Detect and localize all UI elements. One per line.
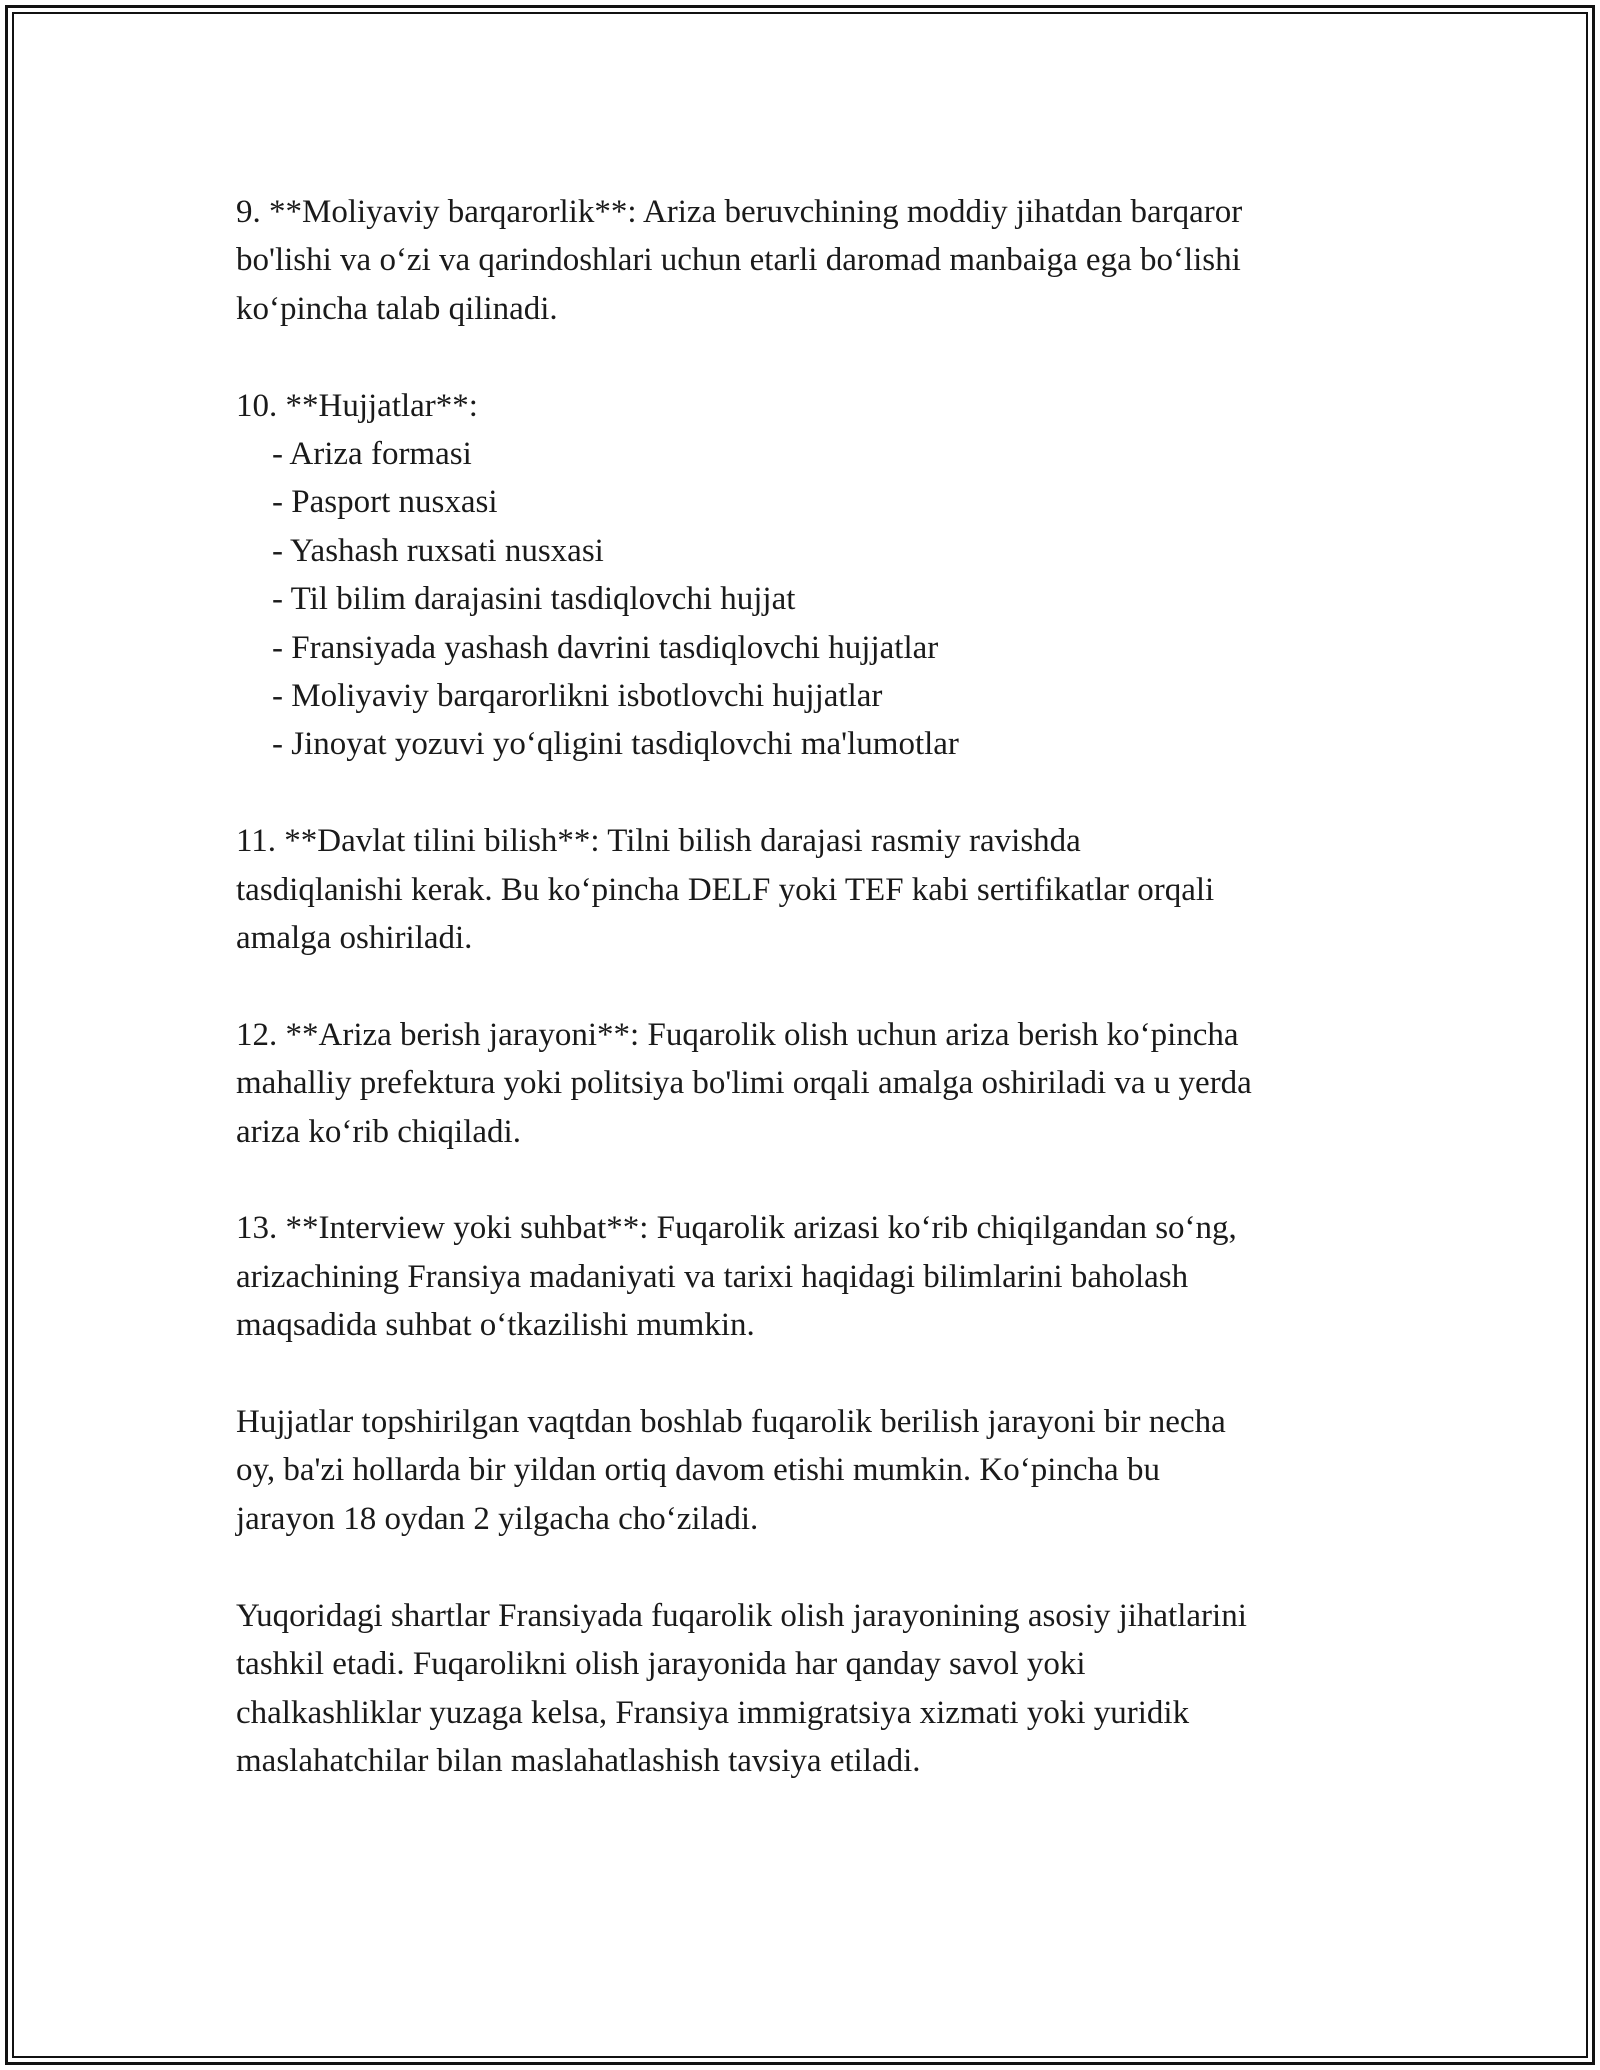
item-11-language bbox=[236, 817, 1376, 962]
text-line: tashkil etadi. Fuqarolikni olish jarayonida har qanday savol yoki bbox=[236, 1646, 1086, 1683]
paragraph-gap bbox=[236, 333, 1376, 381]
paragraph-gap bbox=[236, 1156, 1376, 1204]
text-line: 12. **Ariza berish jarayoni**: Fuqarolik olish uchun ariza berish ko‘pincha bbox=[236, 1016, 1239, 1053]
paragraph bbox=[236, 1011, 1376, 1156]
list-item: - Moliyaviy barqarorlikni isbotlovchi hujjatlar bbox=[272, 678, 883, 715]
text-line: 9. **Moliyaviy barqarorlik**: Ariza beruvchining moddiy jihatdan barqaror bbox=[236, 194, 1243, 230]
paragraph-gap bbox=[236, 1543, 1376, 1591]
text-line: oy, ba'zi hollarda bir yildan ortiq davom etishi mumkin. Ko‘pincha bu bbox=[236, 1452, 1160, 1489]
text-line: tasdiqlanishi kerak. Bu ko‘pincha DELF yoki TEF kabi sertifikatlar orqali bbox=[236, 871, 1215, 908]
paragraph-gap bbox=[236, 1350, 1376, 1398]
documents-list bbox=[236, 430, 1376, 769]
timeline-paragraph bbox=[236, 1398, 1376, 1543]
item-13-interview bbox=[236, 1204, 1376, 1349]
text-line: chalkashliklar yuzaga kelsa, Fransiya immigratsiya xizmati yoki yuridik bbox=[236, 1694, 1190, 1731]
list-item: - Pasport nusxasi bbox=[272, 484, 498, 521]
list-item: - Til bilim darajasini tasdiqlovchi hujjat bbox=[272, 581, 796, 618]
text-line: 13. **Interview yoki suhbat**: Fuqarolik arizasi ko‘rib chiqilgandan so‘ng, bbox=[236, 1210, 1237, 1247]
paragraph bbox=[236, 1592, 1376, 1786]
item-9-financial-stability bbox=[236, 188, 1376, 333]
text-line: Yuqoridagi shartlar Fransiyada fuqarolik olish jarayonining asosiy jihatlarini bbox=[236, 1597, 1247, 1634]
text-line: Hujjatlar topshirilgan vaqtdan boshlab fuqarolik berilish jarayoni bir necha bbox=[236, 1404, 1226, 1441]
list-item: - Fransiyada yashash davrini tasdiqlovchi hujjatlar bbox=[272, 629, 939, 666]
text-line: jarayon 18 oydan 2 yilgacha cho‘ziladi. bbox=[236, 1500, 759, 1537]
paragraph-gap bbox=[236, 769, 1376, 817]
list-item: - Yashash ruxsati nusxasi bbox=[272, 532, 604, 569]
text-line: maslahatchilar bilan maslahatlashish tavsiya etiladi. bbox=[236, 1742, 921, 1779]
item-12-application-process bbox=[236, 1011, 1376, 1156]
list-item: - Ariza formasi bbox=[272, 436, 472, 473]
paragraph-gap bbox=[236, 962, 1376, 1010]
paragraph bbox=[236, 1204, 1376, 1349]
paragraph bbox=[236, 817, 1376, 962]
text-line: maqsadida suhbat o‘tkazilishi mumkin. bbox=[236, 1307, 755, 1344]
text-line: arizachining Fransiya madaniyati va tarixi haqidagi bilimlarini baholash bbox=[236, 1258, 1189, 1295]
document-body bbox=[236, 188, 1376, 1785]
text-line: ariza ko‘rib chiqiladi. bbox=[236, 1113, 521, 1150]
paragraph bbox=[236, 1398, 1376, 1543]
text-line: mahalliy prefektura yoki politsiya bo'limi orqali amalga oshiriladi va u yerda bbox=[236, 1065, 1252, 1102]
item-heading bbox=[236, 382, 1376, 430]
text-line: 10. **Hujjatlar**: bbox=[236, 387, 478, 424]
list-item: - Jinoyat yozuvi yo‘qligini tasdiqlovchi ma'lumotlar bbox=[272, 726, 959, 763]
text-line: 11. **Davlat tilini bilish**: Tilni bilish darajasi rasmiy ravishda bbox=[236, 823, 1081, 860]
text-line: bo'lishi va o‘zi va qarindoshlari uchun etarli daromad manbaiga ega bo‘lishi bbox=[236, 242, 1241, 279]
paragraph bbox=[236, 188, 1376, 333]
text-line: ko‘pincha talab qilinadi. bbox=[236, 290, 558, 327]
item-10-documents bbox=[236, 382, 1376, 769]
text-line: amalga oshiriladi. bbox=[236, 920, 473, 957]
conclusion-paragraph bbox=[236, 1592, 1376, 1786]
